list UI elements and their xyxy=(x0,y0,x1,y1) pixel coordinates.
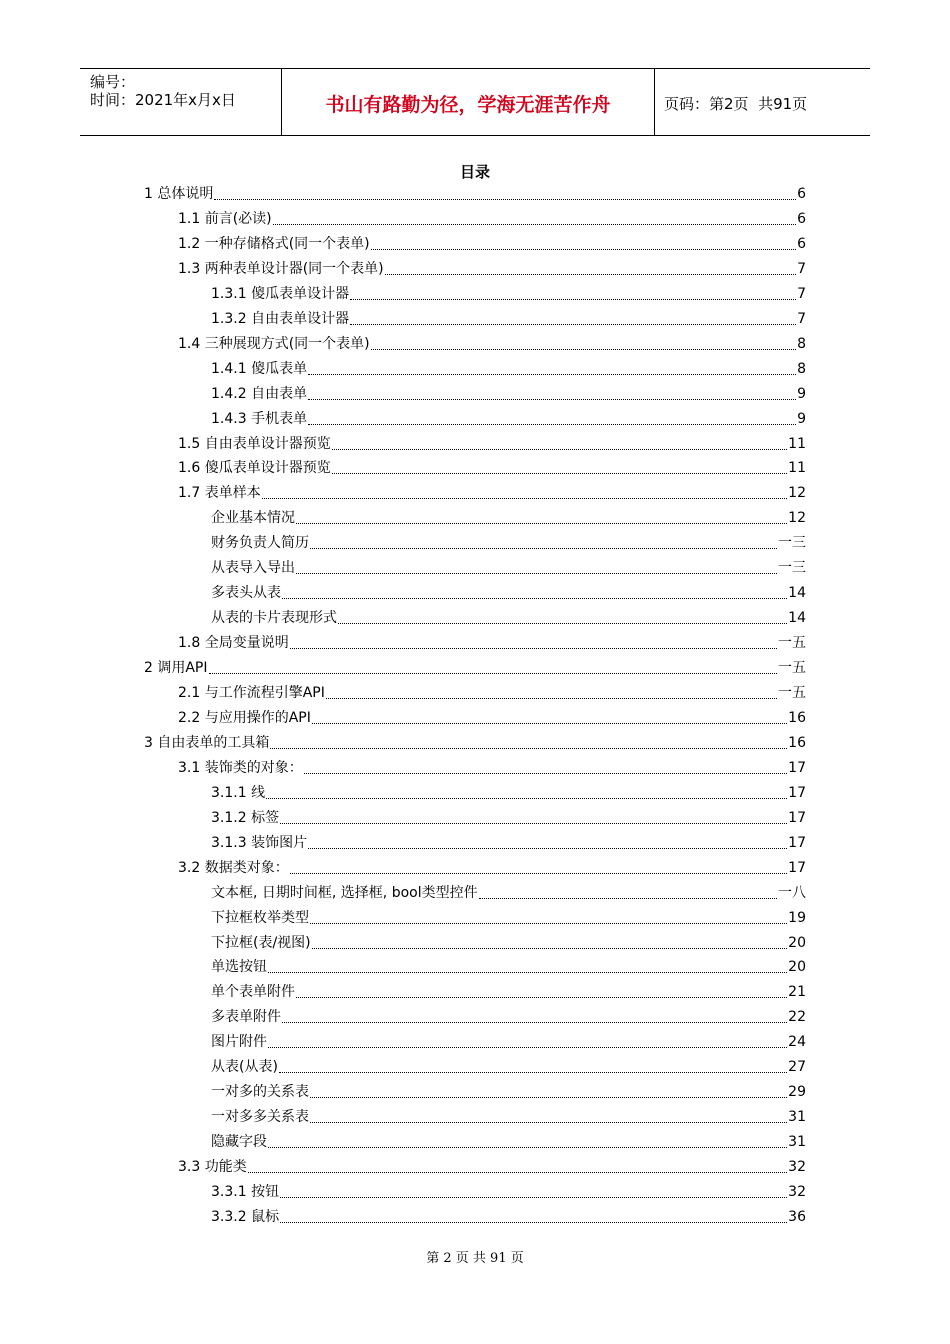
toc-entry-label: 3.1.3 装饰图片 xyxy=(211,834,308,851)
toc-entry-page: 22 xyxy=(788,1009,806,1026)
toc-entry-label: 1.6 傻瓜表单设计器预览 xyxy=(178,460,331,477)
toc-entry-label: 从表导入导出 xyxy=(211,560,295,577)
toc-leader-dots xyxy=(312,947,788,949)
toc-entry-label: 2.2 与应用操作的API xyxy=(178,709,311,726)
toc-entry[interactable] xyxy=(211,382,806,407)
toc-entry[interactable] xyxy=(144,731,806,756)
toc-leader-dots xyxy=(282,597,787,599)
toc-leader-dots xyxy=(279,1071,787,1073)
toc-entry-label: 3.3.2 鼠标 xyxy=(211,1208,280,1225)
toc-entry[interactable] xyxy=(211,1105,806,1130)
toc-entry-page: 17 xyxy=(788,834,806,851)
toc-entry-page: 17 xyxy=(788,859,806,876)
toc-entry[interactable] xyxy=(178,207,806,232)
toc-leader-dots xyxy=(310,1096,787,1098)
toc-leader-dots xyxy=(308,398,796,400)
toc-entry-page: 6 xyxy=(797,235,806,252)
toc-leader-dots xyxy=(326,697,777,699)
toc-title: 目录 xyxy=(459,163,490,181)
header-page-info: 页码：第2页 共91页 xyxy=(664,95,808,113)
toc-leader-dots xyxy=(332,472,787,474)
toc-entry[interactable] xyxy=(211,282,806,307)
toc-entry[interactable] xyxy=(211,831,806,856)
toc-entry-page: 9 xyxy=(797,385,806,402)
serial-label: 编号： xyxy=(90,73,136,91)
toc-leader-dots xyxy=(270,747,787,749)
toc-leader-dots xyxy=(310,922,787,924)
toc-leader-dots xyxy=(371,248,796,250)
toc-leader-dots xyxy=(304,772,787,774)
toc-leader-dots xyxy=(262,497,787,499)
toc-entry-page: 12 xyxy=(788,485,806,502)
toc-entry-label: 财务负责人简历 xyxy=(211,535,309,552)
toc-entry[interactable] xyxy=(211,307,806,332)
toc-leader-dots xyxy=(296,996,787,998)
toc-entry[interactable] xyxy=(178,1155,806,1180)
toc-entry[interactable] xyxy=(211,556,806,581)
toc-leader-dots xyxy=(268,1146,787,1148)
toc-entry[interactable] xyxy=(178,856,806,881)
toc-entry[interactable] xyxy=(144,656,806,681)
toc-entry-label: 1.3.2 自由表单设计器 xyxy=(211,310,350,327)
toc-entry-page: 36 xyxy=(788,1208,806,1225)
toc-entry[interactable] xyxy=(211,1080,806,1105)
toc-leader-dots xyxy=(385,273,796,275)
toc-entry[interactable] xyxy=(211,931,806,956)
toc-entry-page: 一五 xyxy=(778,685,806,701)
toc-entry-label: 单选按钮 xyxy=(211,959,267,976)
toc-leader-dots xyxy=(214,198,796,200)
toc-entry-page: 29 xyxy=(788,1084,806,1101)
toc-leader-dots xyxy=(266,797,787,799)
toc-entry[interactable] xyxy=(178,756,806,781)
toc-leader-dots xyxy=(209,672,777,674)
toc-entry-label: 一对多多关系表 xyxy=(211,1109,309,1126)
toc-entry-page: 7 xyxy=(797,310,806,327)
toc-entry[interactable] xyxy=(178,631,806,656)
toc-entry[interactable] xyxy=(178,432,806,457)
toc-entry-label: 3 自由表单的工具箱 xyxy=(144,734,270,751)
toc-entry-label: 下拉框枚举类型 xyxy=(211,909,309,926)
toc-entry[interactable] xyxy=(178,681,806,706)
toc-entry[interactable] xyxy=(211,980,806,1005)
toc-leader-dots xyxy=(308,423,796,425)
toc-leader-dots xyxy=(308,847,787,849)
toc-entry-label: 多表头从表 xyxy=(211,585,281,602)
toc-entry-label: 1.4.1 傻瓜表单 xyxy=(211,360,308,377)
page-footer: 第 2 页 共 91 页 xyxy=(426,1251,524,1266)
toc-entry-page: 14 xyxy=(788,585,806,602)
toc-entry-page: 31 xyxy=(788,1134,806,1151)
toc-entry-label: 从表(从表) xyxy=(211,1059,278,1076)
toc-entry-label: 从表的卡片表现形式 xyxy=(211,610,337,627)
toc-entry-page: 12 xyxy=(788,510,806,527)
toc-entry-page: 21 xyxy=(788,984,806,1001)
toc-entry-page: 17 xyxy=(788,809,806,826)
toc-entry-page: 11 xyxy=(788,460,806,477)
toc-leader-dots xyxy=(296,522,787,524)
toc-entry[interactable] xyxy=(211,1030,806,1055)
toc-leader-dots xyxy=(290,872,787,874)
toc-entry[interactable] xyxy=(144,182,806,207)
toc-entry-page: 27 xyxy=(788,1059,806,1076)
toc-entry-page: 32 xyxy=(788,1184,806,1200)
toc-leader-dots xyxy=(280,822,787,824)
toc-entry[interactable] xyxy=(211,531,806,556)
toc-entry[interactable] xyxy=(211,955,806,980)
toc-entry-page: 31 xyxy=(788,1109,806,1126)
toc-entry-page: 20 xyxy=(788,934,806,951)
toc-entry-label: 1.5 自由表单设计器预览 xyxy=(178,435,331,452)
toc-entry-label: 1.4 三种展现方式(同一个表单) xyxy=(178,335,370,352)
time-label: 时间：2021年x月x日 xyxy=(90,91,236,109)
toc-leader-dots xyxy=(280,1221,787,1223)
toc-entry[interactable] xyxy=(211,581,806,606)
toc-entry[interactable] xyxy=(211,781,806,806)
toc-entry-page: 19 xyxy=(788,909,806,926)
toc-entry[interactable] xyxy=(178,706,806,731)
toc-entry-label: 1.7 表单样本 xyxy=(178,485,261,502)
toc-entry-page: 17 xyxy=(788,784,806,801)
toc-leader-dots xyxy=(290,647,777,649)
toc-entry[interactable] xyxy=(211,1205,806,1230)
toc-entry-label: 图片附件 xyxy=(211,1034,267,1051)
toc-entry-label: 1.2 一种存储格式(同一个表单) xyxy=(178,235,370,252)
toc-entry[interactable] xyxy=(178,232,806,257)
toc-entry-page: 6 xyxy=(797,186,806,202)
header-top-rule xyxy=(80,68,870,69)
toc-entry-label: 3.3.1 按钮 xyxy=(211,1184,280,1200)
toc-leader-dots xyxy=(248,1171,787,1173)
toc-entry-label: 3.1.1 线 xyxy=(211,784,266,801)
toc-entry-label: 2.1 与工作流程引擎API xyxy=(178,685,325,701)
toc-entry-page: 6 xyxy=(797,210,806,227)
toc-entry-page: 14 xyxy=(788,610,806,627)
toc-entry-page: 9 xyxy=(797,410,806,427)
header-bottom-rule xyxy=(80,135,870,136)
toc-leader-dots xyxy=(312,722,787,724)
toc-leader-dots xyxy=(310,547,777,549)
toc-entry-page: 一三 xyxy=(778,560,806,577)
toc-entry[interactable] xyxy=(178,456,806,481)
toc-entry-page: 8 xyxy=(797,360,806,377)
toc-entry-page: 一五 xyxy=(778,660,806,677)
toc-leader-dots xyxy=(371,348,796,350)
toc-leader-dots xyxy=(296,572,777,574)
toc-entry[interactable] xyxy=(211,806,806,831)
toc-leader-dots xyxy=(280,1196,787,1198)
toc-entry-label: 1.3.1 傻瓜表单设计器 xyxy=(211,285,350,302)
toc-entry[interactable] xyxy=(211,1055,806,1080)
toc-entry[interactable] xyxy=(211,357,806,382)
toc-leader-dots xyxy=(268,1046,787,1048)
toc-entry-label: 下拉框(表/视图) xyxy=(211,934,311,951)
toc-leader-dots xyxy=(350,298,796,300)
toc-entry[interactable] xyxy=(211,1005,806,1030)
toc-entry-page: 8 xyxy=(797,335,806,352)
toc-entry[interactable] xyxy=(211,407,806,432)
toc-entry-page: 32 xyxy=(788,1159,806,1176)
toc-entry-label: 一对多的关系表 xyxy=(211,1084,309,1101)
toc-entry[interactable] xyxy=(211,1130,806,1155)
toc-entry[interactable] xyxy=(211,606,806,631)
toc-entry[interactable] xyxy=(211,906,806,931)
toc-entry[interactable] xyxy=(178,257,806,282)
toc-entry[interactable] xyxy=(211,1180,806,1205)
toc-leader-dots xyxy=(310,1121,787,1123)
toc-entry-label: 2 调用API xyxy=(144,660,208,677)
toc-leader-dots xyxy=(268,971,787,973)
toc-entry-page: 17 xyxy=(788,759,806,776)
toc-leader-dots xyxy=(273,223,796,225)
toc-entry-page: 7 xyxy=(797,260,806,277)
toc-entry-label: 3.1 装饰类的对象： xyxy=(178,759,303,776)
toc-leader-dots xyxy=(308,373,796,375)
toc-leader-dots xyxy=(338,622,787,624)
toc-entry-label: 1 总体说明 xyxy=(144,186,214,202)
toc-entry-label: 1.3 两种表单设计器(同一个表单) xyxy=(178,260,384,277)
toc-entry-label: 1.1 前言(必读) xyxy=(178,210,272,227)
toc-entry-page: 11 xyxy=(788,435,806,452)
toc-entry[interactable] xyxy=(211,881,806,906)
toc-entry-page: 一三 xyxy=(778,535,806,552)
toc-entry-page: 一八 xyxy=(778,884,806,901)
header-divider-right xyxy=(654,68,655,136)
toc-entry-page: 16 xyxy=(788,734,806,751)
header-motto: 书山有路勤为径，学海无涯苦作舟 xyxy=(325,94,611,116)
toc-entry-label: 企业基本情况 xyxy=(211,510,295,527)
toc-entry-page: 24 xyxy=(788,1034,806,1051)
toc-entry[interactable] xyxy=(178,481,806,506)
toc-entry-page: 20 xyxy=(788,959,806,976)
toc-entry-page: 7 xyxy=(797,285,806,302)
toc-entry-label: 文本框, 日期时间框, 选择框, bool类型控件 xyxy=(211,884,478,901)
toc-entry-page: 一五 xyxy=(778,635,806,652)
toc-entry-label: 3.3 功能类 xyxy=(178,1159,247,1176)
toc-entry-label: 隐藏字段 xyxy=(211,1134,267,1151)
toc-entry-label: 3.1.2 标签 xyxy=(211,809,280,826)
toc-leader-dots xyxy=(332,448,787,450)
toc-leader-dots xyxy=(479,897,777,899)
toc-entry-label: 1.4.3 手机表单 xyxy=(211,410,308,427)
toc-entry-label: 单个表单附件 xyxy=(211,984,295,1001)
toc-leader-dots xyxy=(350,323,796,325)
toc-entry-label: 1.4.2 自由表单 xyxy=(211,385,308,402)
toc-entry-label: 多表单附件 xyxy=(211,1009,281,1026)
toc-entry-label: 3.2 数据类对象： xyxy=(178,859,289,876)
toc-leader-dots xyxy=(282,1021,787,1023)
toc-entry[interactable] xyxy=(211,506,806,531)
toc-entry[interactable] xyxy=(178,332,806,357)
toc-entry-label: 1.8 全局变量说明 xyxy=(178,635,289,652)
toc-entry-page: 16 xyxy=(788,709,806,726)
